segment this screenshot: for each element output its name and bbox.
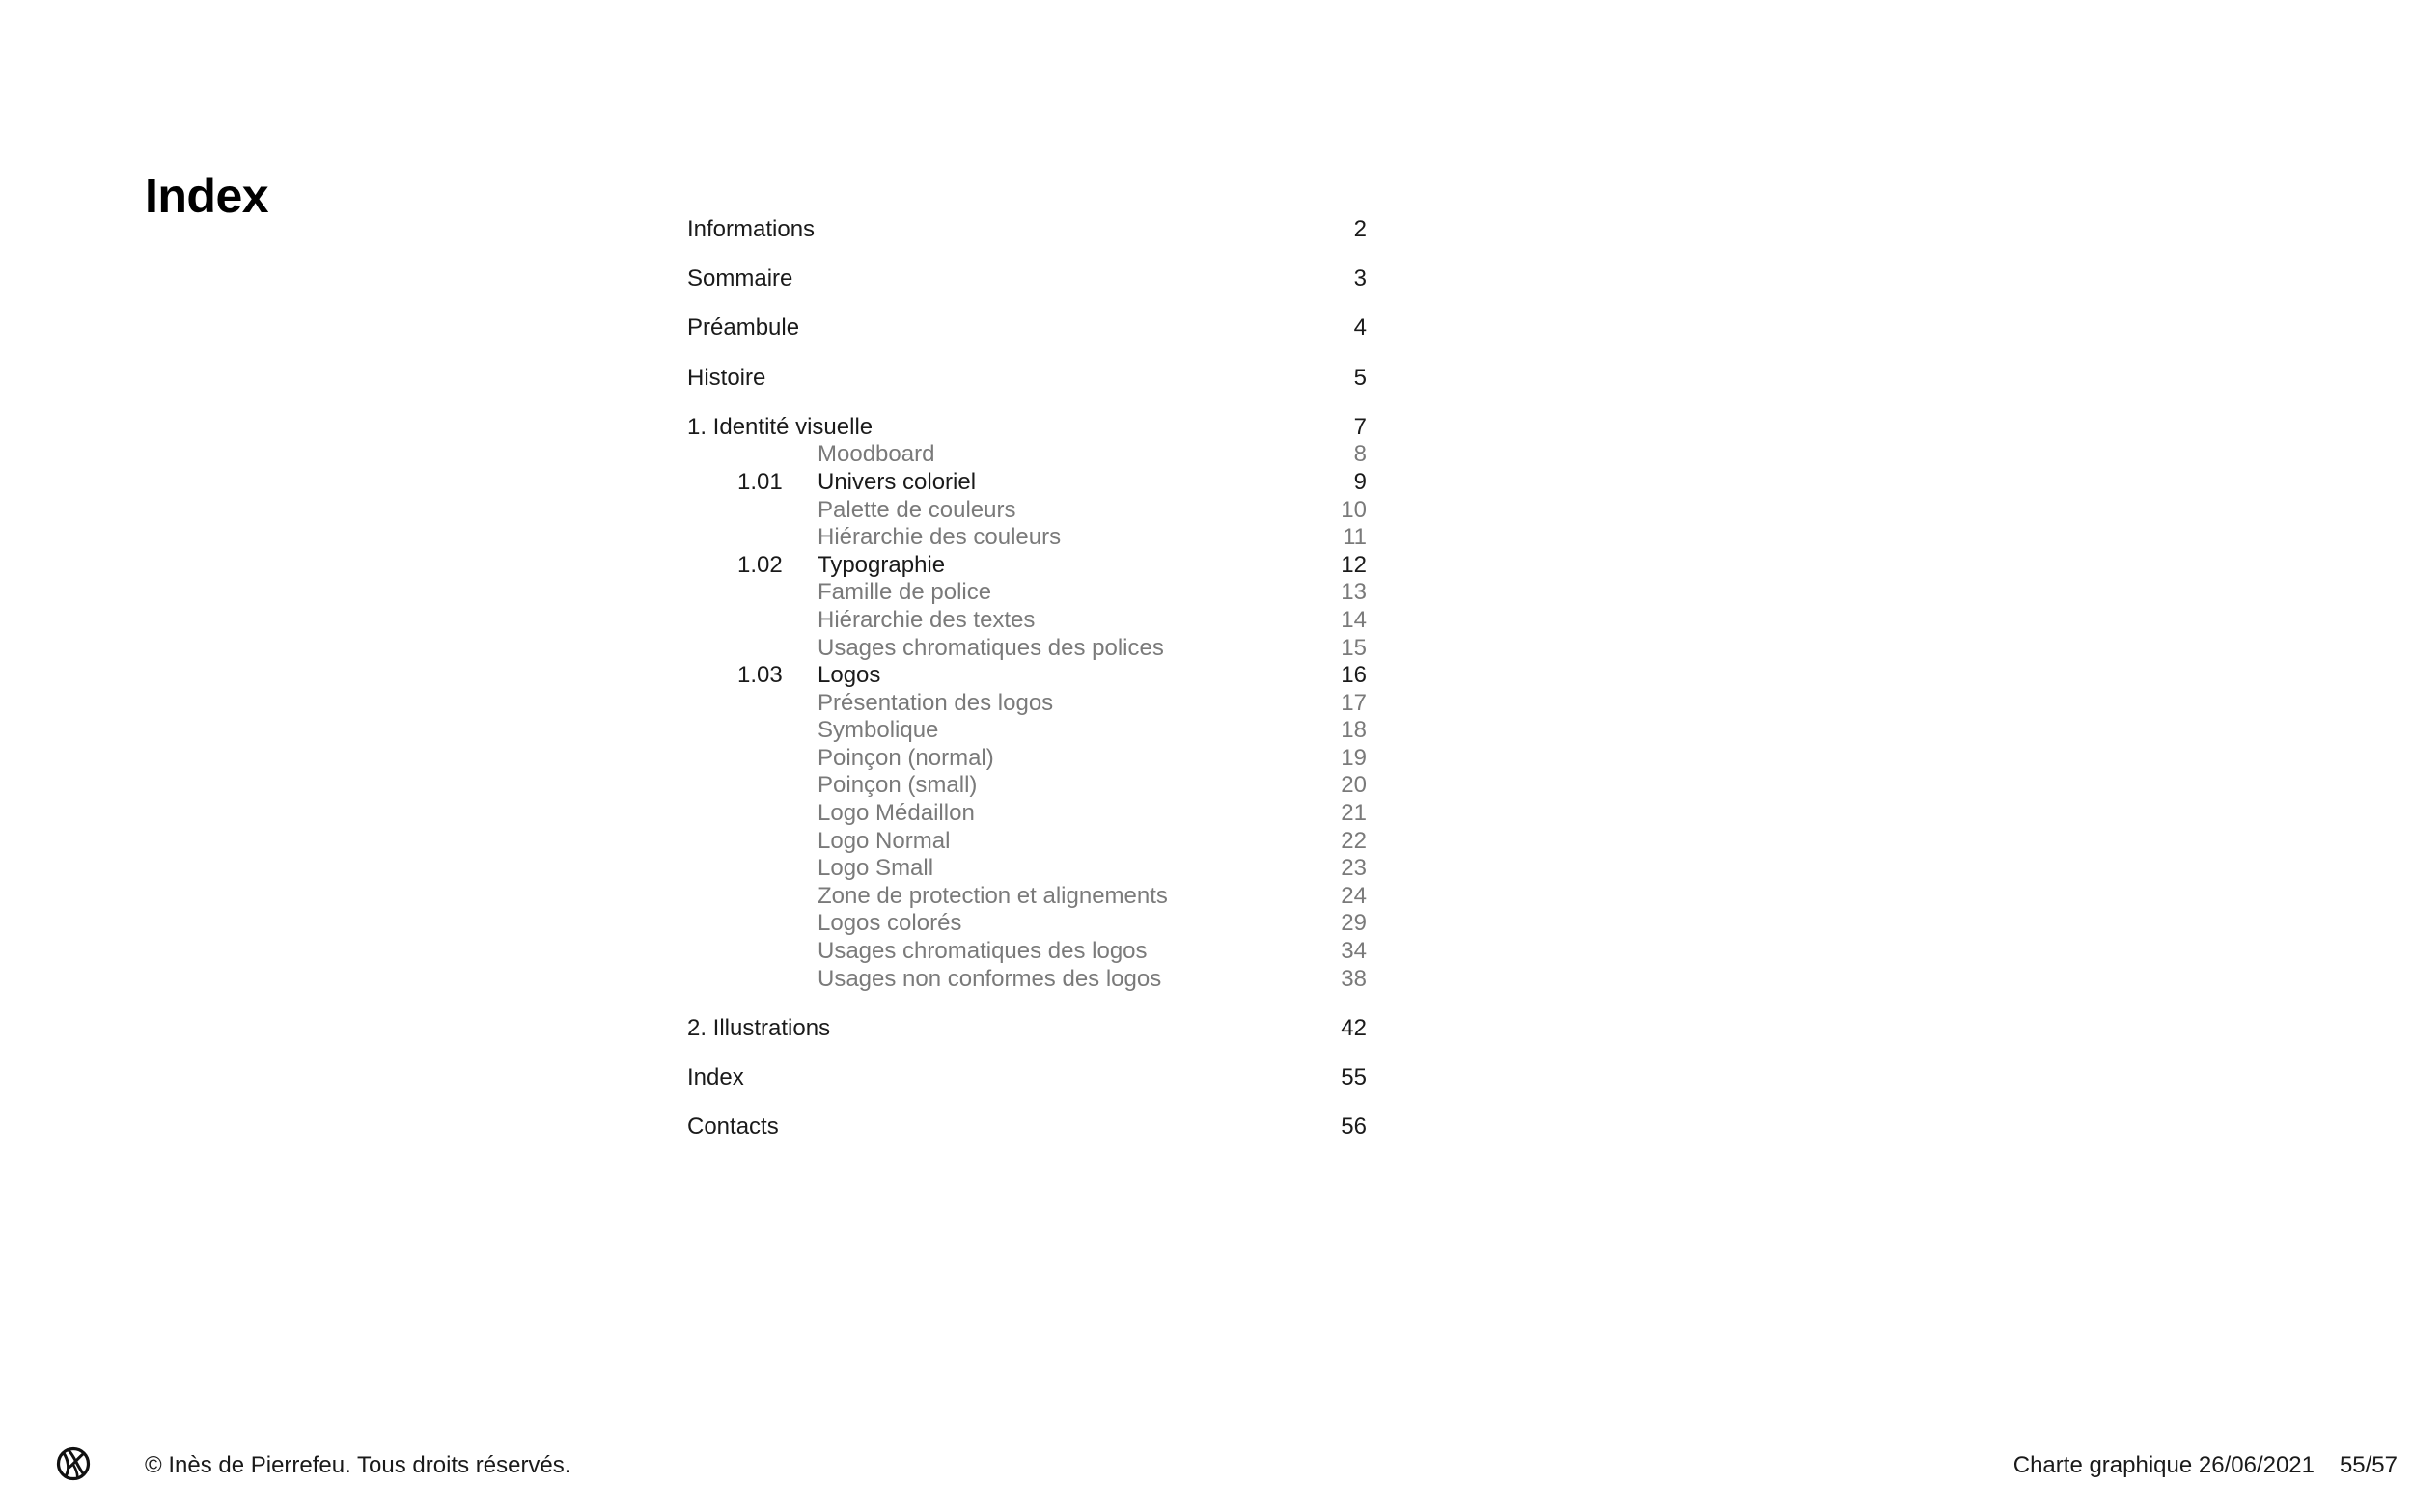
- toc-label: Sommaire: [687, 265, 793, 292]
- toc-label: Hiérarchie des textes: [818, 606, 1036, 633]
- toc-page-number: 16: [1341, 662, 1367, 689]
- toc-page-number: 22: [1341, 827, 1367, 854]
- toc-page-number: 29: [1341, 910, 1367, 937]
- toc-page-number: 9: [1353, 468, 1367, 495]
- toc-entry-symbolique[interactable]: [687, 717, 1367, 745]
- toc-label: Zone de protection et alignements: [818, 882, 1168, 909]
- toc-label: Usages chromatiques des polices: [818, 634, 1164, 661]
- toc-entry-histoire[interactable]: [687, 365, 1367, 393]
- toc-label: Poinçon (small): [818, 772, 978, 799]
- toc-entry-contacts[interactable]: [687, 1113, 1367, 1141]
- document-title-date: Charte graphique 26/06/2021: [2012, 1452, 2315, 1478]
- toc-entry-logos-colores[interactable]: [687, 910, 1367, 938]
- toc-page-number: 5: [1353, 364, 1367, 391]
- toc-page-number: 19: [1341, 744, 1367, 771]
- toc-page-number: 55: [1341, 1064, 1367, 1090]
- toc-entry-logo-medaillon[interactable]: [687, 800, 1367, 828]
- toc-entry-poincon-small[interactable]: [687, 772, 1367, 800]
- toc-label: Préambule: [687, 315, 800, 342]
- toc-label: Informations: [687, 216, 816, 242]
- toc-page-number: 10: [1341, 496, 1367, 523]
- toc-label: Usages non conformes des logos: [818, 965, 1162, 992]
- toc-entry-logo-small[interactable]: [687, 855, 1367, 883]
- toc-entry-univers-coloriel[interactable]: [687, 469, 1367, 497]
- toc-label: Histoire: [687, 364, 766, 391]
- toc-page-number: 24: [1341, 882, 1367, 909]
- toc-page-number: 21: [1341, 800, 1367, 827]
- toc-entry-moodboard[interactable]: [687, 441, 1367, 469]
- toc-page-number: 38: [1341, 965, 1367, 992]
- toc-label: Index: [687, 1064, 744, 1090]
- toc-entry-sommaire[interactable]: [687, 265, 1367, 293]
- toc-page-number: 7: [1353, 413, 1367, 440]
- toc-section-number: 1.03: [737, 662, 783, 689]
- monogram-logo-icon: [54, 1444, 93, 1483]
- toc-page-number: 56: [1341, 1113, 1367, 1141]
- toc-entry-index[interactable]: [687, 1064, 1367, 1092]
- toc-label: Logos: [818, 662, 881, 689]
- toc-label: Typographie: [818, 551, 946, 578]
- page-title: Index: [145, 169, 269, 223]
- toc-section-number: 1.01: [737, 468, 783, 495]
- toc-label: Univers coloriel: [818, 468, 977, 495]
- page-counter: 55/57: [2339, 1452, 2398, 1478]
- toc-label: Logo Normal: [818, 827, 951, 854]
- toc-page-number: 13: [1341, 579, 1367, 606]
- toc-label: Symbolique: [818, 717, 939, 744]
- toc-label: Contacts: [687, 1113, 779, 1141]
- toc-page-number: 17: [1341, 689, 1367, 716]
- toc-entry-usages-non-conformes[interactable]: [687, 966, 1367, 994]
- toc-label: Famille de police: [818, 579, 992, 606]
- toc-label: 1. Identité visuelle: [687, 413, 874, 440]
- toc-entry-illustrations[interactable]: [687, 1015, 1367, 1043]
- copyright-text: © Inès de Pierrefeu. Tous droits réservés.: [145, 1452, 571, 1478]
- toc-label: 2. Illustrations: [687, 1014, 831, 1041]
- toc-entry-zone-protection[interactable]: [687, 883, 1367, 911]
- toc-label: Palette de couleurs: [818, 496, 1016, 523]
- toc-label: Logo Small: [818, 855, 934, 882]
- toc-page-number: 11: [1343, 524, 1367, 551]
- toc-entry-famille-police[interactable]: [687, 579, 1367, 607]
- toc-label: Logo Médaillon: [818, 800, 975, 827]
- toc-page-number: 3: [1353, 265, 1367, 292]
- toc-page-number: 8: [1353, 441, 1367, 468]
- toc-page-number: 34: [1341, 938, 1367, 965]
- toc-page-number: 23: [1341, 855, 1367, 882]
- toc-entry-usages-logos[interactable]: [687, 938, 1367, 966]
- toc-entry-identite-visuelle[interactable]: [687, 414, 1367, 442]
- toc-entry-poincon-normal[interactable]: [687, 745, 1367, 773]
- toc-entry-usages-polices[interactable]: [687, 635, 1367, 663]
- toc-entry-hierarchie-couleurs[interactable]: [687, 524, 1367, 552]
- toc-page-number: 4: [1353, 315, 1367, 342]
- toc-entry-informations[interactable]: [687, 216, 1367, 244]
- toc-entry-hierarchie-textes[interactable]: [687, 607, 1367, 635]
- toc-entry-typographie[interactable]: [687, 552, 1367, 580]
- toc-label: Hiérarchie des couleurs: [818, 524, 1062, 551]
- toc-entry-preambule[interactable]: [687, 315, 1367, 343]
- toc-entry-presentation-logos[interactable]: [687, 690, 1367, 718]
- toc-page-number: 12: [1341, 551, 1367, 578]
- toc-section-number: 1.02: [737, 551, 783, 578]
- toc-page-number: 14: [1341, 606, 1367, 633]
- toc-entry-palette[interactable]: [687, 497, 1367, 525]
- toc-label: Usages chromatiques des logos: [818, 938, 1148, 965]
- toc-label: Présentation des logos: [818, 689, 1054, 716]
- toc-page-number: 15: [1341, 634, 1367, 661]
- toc-entry-logos[interactable]: [687, 662, 1367, 690]
- toc-label: Moodboard: [818, 441, 935, 468]
- toc-label: Logos colorés: [818, 910, 962, 937]
- toc-page-number: 42: [1341, 1014, 1367, 1041]
- toc-page-number: 18: [1341, 717, 1367, 744]
- table-of-contents: [687, 216, 1367, 1141]
- toc-page-number: 2: [1353, 216, 1367, 242]
- toc-entry-logo-normal[interactable]: [687, 828, 1367, 856]
- toc-label: Poinçon (normal): [818, 744, 994, 771]
- toc-page-number: 20: [1341, 772, 1367, 799]
